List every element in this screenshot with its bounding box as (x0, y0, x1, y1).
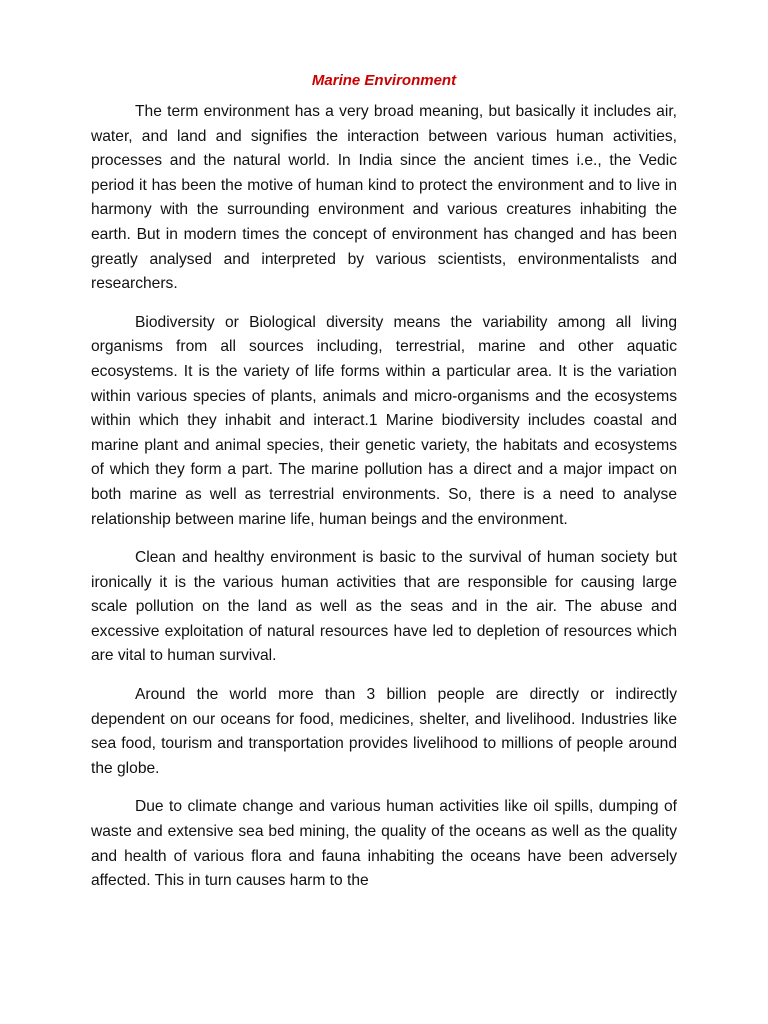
paragraph-4: Around the world more than 3 billion people are directly or indirectly dependent on our oceans for food, medicines, shelter, and livelihood. Industries like sea food, tourism and transportation provides livelihood to millions of people around the globe. (91, 686, 677, 777)
document-title: Marine Environment (311, 72, 457, 89)
paragraph-1: The term environment has a very broad meaning, but basically it includes air, water, and land and signifies the interaction between various human activities, processes and the natural world. In India since the ancient times i.e., the Vedic period it has been the motive of human kind to protect the environment and to live in harmony with the surrounding environment and various creatures inhabiting the earth. But in modern times the concept of environment has changed and has been greatly analysed and interpreted by various scientists, environmentalists and researchers. (91, 103, 677, 293)
document-body (91, 100, 677, 908)
paragraph-5: Due to climate change and various human activities like oil spills, dumping of waste and extensive sea bed mining, the quality of the oceans as well as the quality and health of various flora and fauna inhabiting the oceans have been adversely affected. This in turn causes harm to the (91, 798, 677, 890)
paragraph-3: Clean and healthy environment is basic to the survival of human society but ironically it is the various human activities that are responsible for causing large scale pollution on the land as well as the seas and in the air. The abuse and excessive exploitation of natural resources have led to depletion of resources which are vital to human survival. (91, 549, 677, 665)
paragraph-2: Biodiversity or Biological diversity means the variability among all living organisms from all sources including, terrestrial, marine and other aquatic ecosystems. It is the variety of life forms within a particular area. It is the variation within various species of plants, animals and micro-organisms and the ecosystems within which they inhabit and interact.1 Marine biodiversity includes coastal and marine plant and animal species, their genetic variety, the habitats and ecosystems of which they form a part. The marine pollution has a direct and a major impact on both marine as well as terrestrial environments. So, there is a need to analyse relationship between marine life, human beings and the environment. (91, 313, 677, 528)
